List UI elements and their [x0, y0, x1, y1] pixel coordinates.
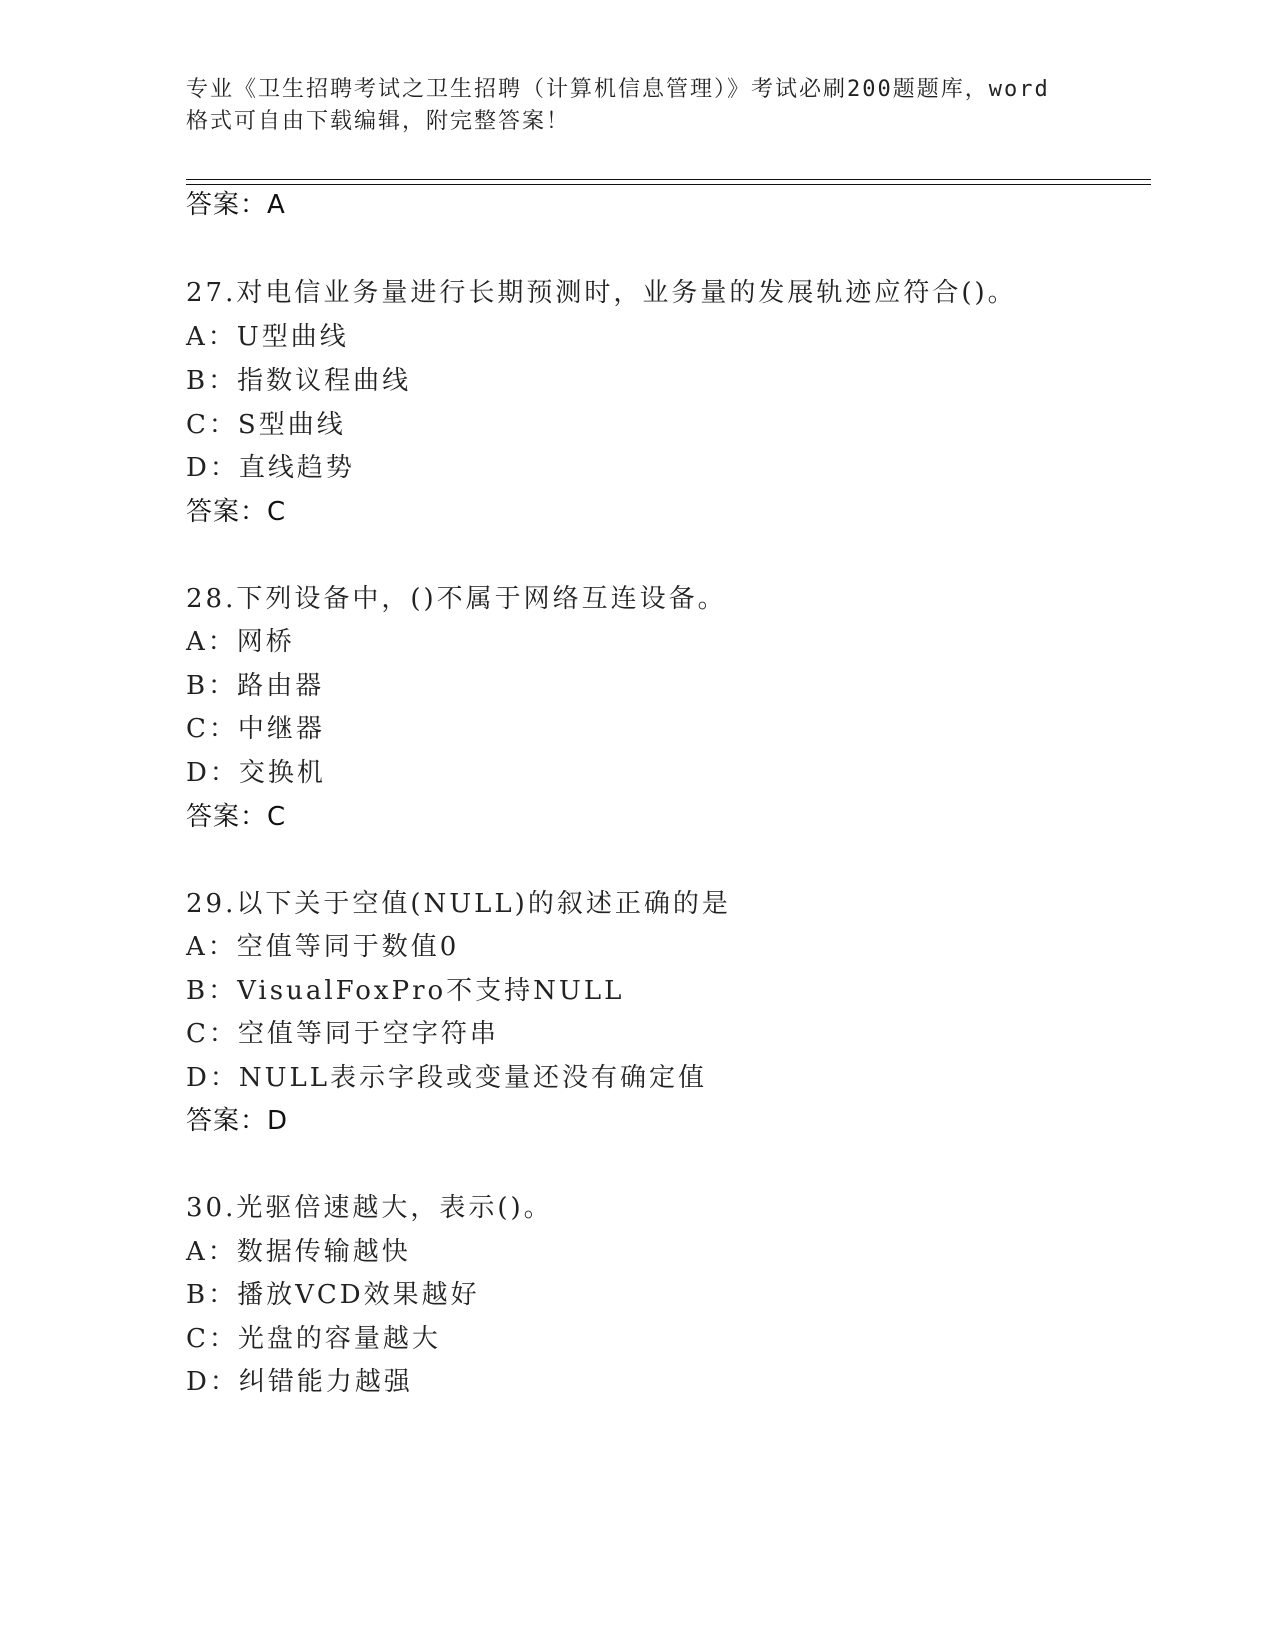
header-divider-top [186, 179, 1151, 180]
question-answer: 答案：C [186, 497, 287, 527]
question-option: B：指数议程曲线 [186, 366, 412, 396]
question-option: A：U型曲线 [186, 322, 349, 352]
question-option: A：网桥 [186, 627, 295, 657]
question-option: C：空值等同于空字符串 [186, 1019, 499, 1049]
header-line-2: 格式可自由下载编辑，附完整答案！ [186, 109, 571, 134]
question-option: D：直线趋势 [186, 453, 355, 483]
question-option: B：播放VCD效果越好 [186, 1280, 480, 1310]
question-stem: 30.光驱倍速越大，表示()。 [186, 1193, 553, 1223]
question-option: B：VisualFoxPro不支持NULL [186, 976, 625, 1006]
question-option: D：交换机 [186, 758, 326, 788]
question-option: D：NULL表示字段或变量还没有确定值 [186, 1063, 708, 1093]
question-option: A：空值等同于数值0 [186, 932, 460, 962]
question-option: D：纠错能力越强 [186, 1367, 413, 1397]
question-option: C：S型曲线 [186, 410, 346, 440]
question-answer: 答案：D [186, 1106, 289, 1136]
question-stem: 28.下列设备中，()不属于网络互连设备。 [186, 584, 727, 614]
header-line-1: 专业《卫生招聘考试之卫生招聘（计算机信息管理）》考试必刷200题题库，word [186, 77, 1050, 102]
header-divider-bottom [186, 184, 1151, 185]
previous-answer: 答案：A [186, 190, 286, 220]
question-option: A：数据传输越快 [186, 1237, 411, 1267]
question-option: C：光盘的容量越大 [186, 1324, 441, 1354]
question-answer: 答案：C [186, 802, 287, 832]
question-stem: 29.以下关于空值(NULL)的叙述正确的是 [186, 889, 731, 919]
question-stem: 27.对电信业务量进行长期预测时，业务量的发展轨迹应符合()。 [186, 278, 1017, 308]
document-header [186, 74, 1086, 138]
question-option: C：中继器 [186, 714, 325, 744]
question-option: B：路由器 [186, 671, 325, 701]
